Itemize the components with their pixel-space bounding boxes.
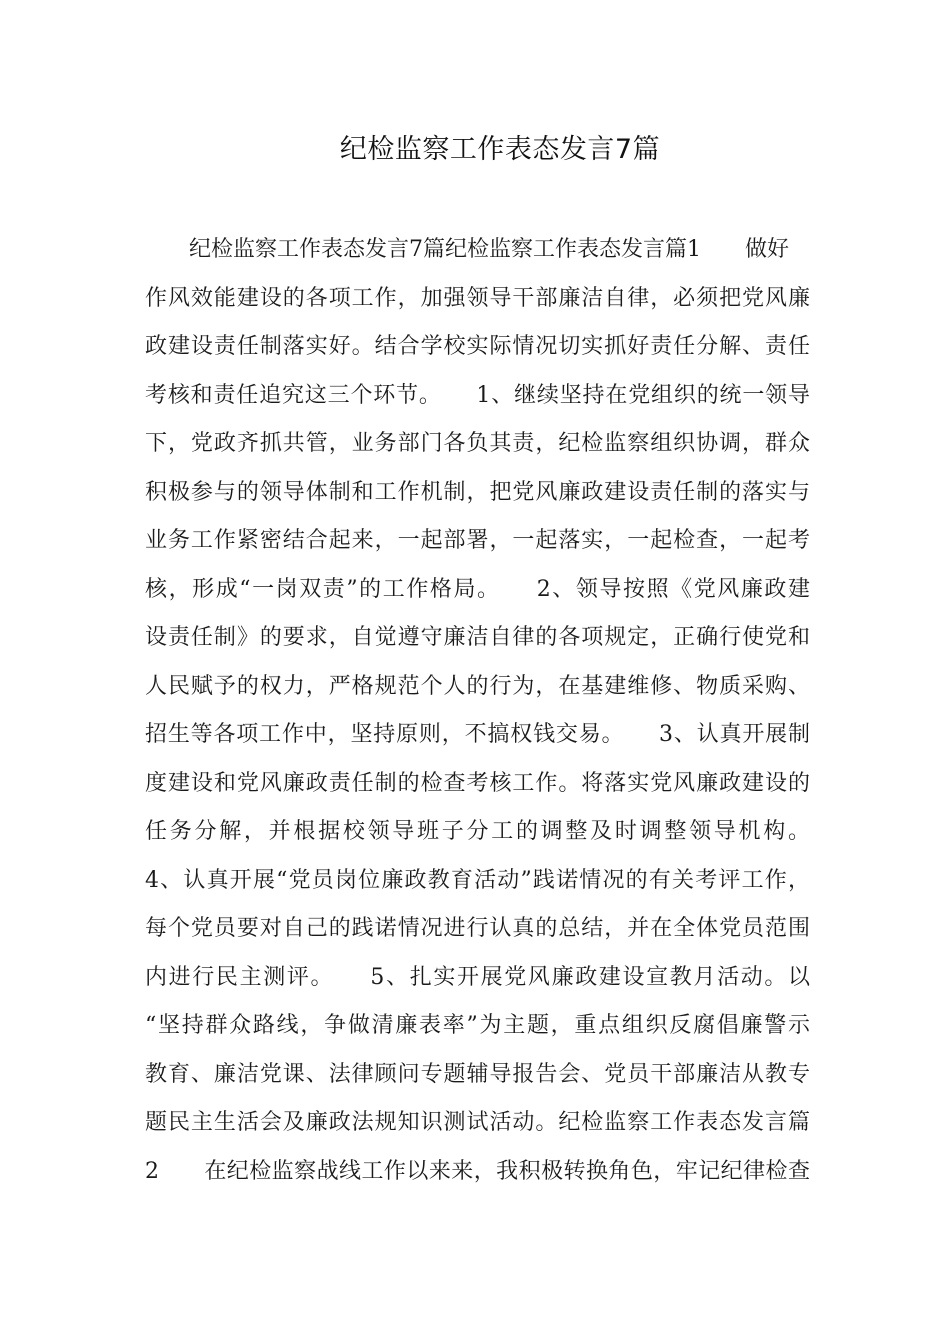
body-line: 招生等各项工作中，坚持原则，不搞权钱交易。 3、认真开展制 — [145, 722, 810, 747]
body-line: “坚持群众路线，争做清廉表率”为主题，重点组织反腐倡廉警示 — [145, 1013, 810, 1038]
body-line: 设责任制》的要求，自觉遵守廉洁自律的各项规定，正确行使党和 — [145, 625, 810, 650]
body-line: 纪检监察工作表态发言7篇纪检监察工作表态发言篇1 做好 — [145, 237, 789, 262]
body-line: 核，形成“一岗双责”的工作格局。 2、领导按照《党风廉政建 — [145, 576, 810, 602]
body-line: 政建设责任制落实好。结合学校实际情况切实抓好责任分解、责任 — [145, 334, 810, 359]
body-line: 业务工作紧密结合起来，一起部署，一起落实，一起检查，一起考 — [145, 528, 810, 553]
body-line: 下，党政齐抓共管，业务部门各负其责，纪检监察组织协调，群众 — [145, 431, 810, 456]
document-title: 纪检监察工作表态发言7篇 — [339, 134, 661, 165]
body-line: 作风效能建设的各项工作，加强领导干部廉洁自律，必须把党风廉 — [145, 285, 810, 311]
body-line: 教育、廉洁党课、法律顾问专题辅导报告会、党员干部廉洁从教专 — [145, 1061, 810, 1087]
body-line: 每个党员要对自己的践诺情况进行认真的总结，并在全体党员范围 — [145, 916, 810, 941]
body-line: 2 在纪检监察战线工作以来来，我积极转换角色，牢记纪律检查 — [145, 1158, 810, 1184]
document-body — [145, 228, 810, 1198]
body-line: 积极参与的领导体制和工作机制，把党风廉政建设责任制的落实与 — [145, 479, 810, 505]
body-line: 人民赋予的权力，严格规范个人的行为，在基建维修、物质采购、 — [145, 673, 810, 699]
body-line: 题民主生活会及廉政法规知识测试活动。纪检监察工作表态发言篇 — [145, 1110, 810, 1135]
body-line: 度建设和党风廉政责任制的检查考核工作。将落实党风廉政建设的 — [145, 770, 810, 796]
body-line: 任务分解，并根据校领导班子分工的调整及时调整领导机构。 — [145, 819, 810, 844]
body-line: 4、认真开展“党员岗位廉政教育活动”践诺情况的有关考评工作， — [145, 867, 810, 893]
body-line: 内进行民主测评。 5、扎实开展党风廉政建设宣教月活动。以 — [145, 964, 810, 990]
body-line: 考核和责任追究这三个环节。 1、继续坚持在党组织的统一领导 — [145, 382, 810, 408]
